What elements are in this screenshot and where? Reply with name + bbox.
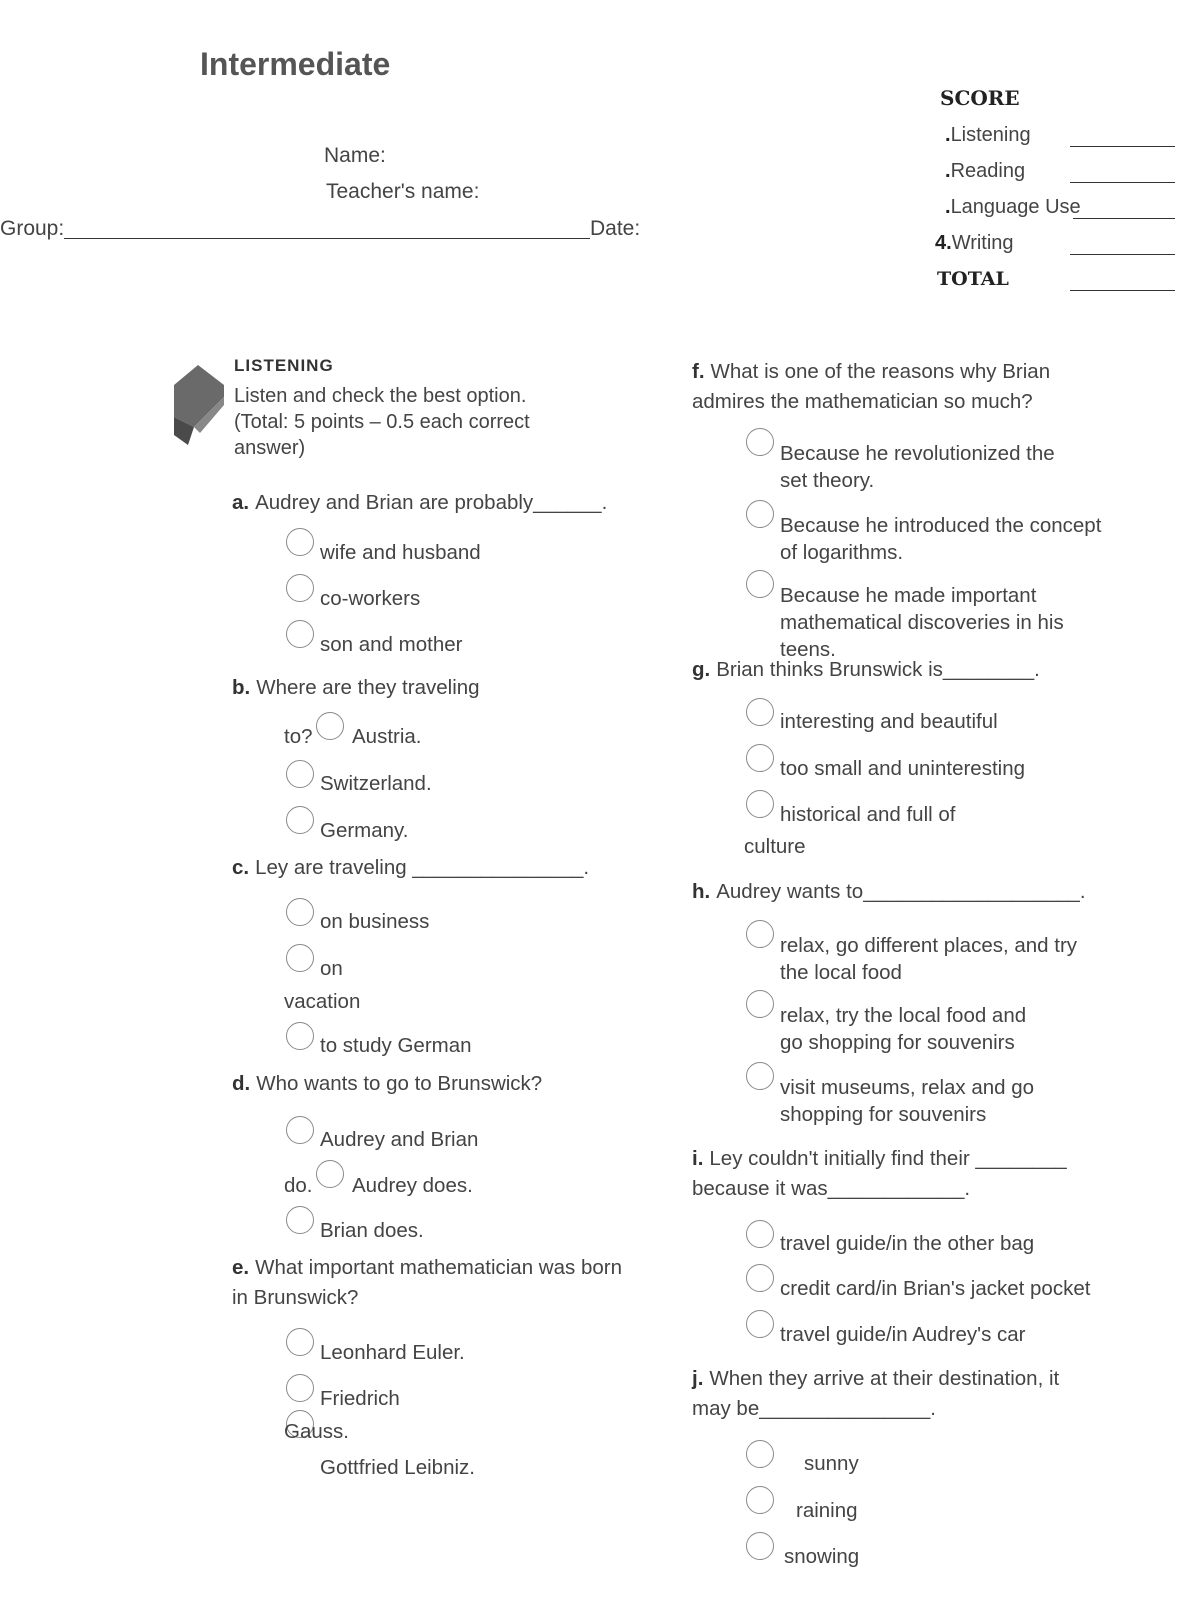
option-label: Germany. <box>320 819 409 842</box>
option-label: historical and full of <box>780 803 956 826</box>
radio-option[interactable] <box>286 760 314 788</box>
score-line <box>1070 146 1175 147</box>
radio-option[interactable] <box>746 1062 774 1090</box>
radio-option[interactable] <box>746 1264 774 1292</box>
option-label: Because he introduced the concept of logarithms. <box>780 514 1102 564</box>
radio-option[interactable] <box>746 1440 774 1468</box>
radio-option[interactable] <box>746 428 774 456</box>
score-item-listening: .Listening <box>945 124 1031 146</box>
option-label: Audrey and Brian <box>320 1128 479 1151</box>
question-e: e. What important mathematician was born in Brunswick? <box>232 1256 622 1309</box>
score-line <box>1070 182 1175 183</box>
radio-option[interactable] <box>286 944 314 972</box>
question-h: h. Audrey wants to___________________. <box>692 880 1086 903</box>
radio-option[interactable] <box>286 528 314 556</box>
question-c: c. Ley are traveling _______________. <box>232 856 590 879</box>
option-label: travel guide/in the other bag <box>780 1232 1035 1255</box>
option-label: on <box>320 957 343 980</box>
score-item-reading: .Reading <box>945 160 1026 182</box>
score-total: TOTAL <box>937 268 1009 290</box>
radio-option[interactable] <box>286 898 314 926</box>
option-label: travel guide/in Audrey's car <box>780 1323 1026 1346</box>
section-instruction: Listen and check the best option. (Total: 5 points – 0.5 each correct answer) <box>234 385 530 459</box>
question-b: b. Where are they traveling <box>232 676 480 699</box>
radio-option[interactable] <box>746 500 774 528</box>
radio-option[interactable] <box>746 790 774 818</box>
page-title: Intermediate <box>200 46 391 82</box>
radio-option[interactable] <box>746 698 774 726</box>
option-label: son and mother <box>320 633 463 656</box>
score-line <box>1073 218 1175 219</box>
listening-tab-icon <box>174 365 226 445</box>
option-label: Leonhard Euler. <box>320 1341 465 1364</box>
option-label-continuation: culture <box>744 835 806 858</box>
radio-option[interactable] <box>746 570 774 598</box>
radio-option[interactable] <box>316 712 344 740</box>
radio-option[interactable] <box>286 806 314 834</box>
option-label: Gottfried Leibniz. <box>320 1456 475 1479</box>
option-label: Because he made important mathematical discoveries in his teens. <box>780 584 1064 661</box>
score-line <box>1070 254 1175 255</box>
question-g: g. Brian thinks Brunswick is________. <box>692 658 1040 681</box>
option-label: Austria. <box>352 725 422 748</box>
option-label: Brian does. <box>320 1219 424 1242</box>
option-label: relax, go different places, and try the local food <box>780 934 1078 984</box>
radio-option[interactable] <box>746 1486 774 1514</box>
name-label: Name: <box>324 144 386 167</box>
radio-option[interactable] <box>746 1220 774 1248</box>
radio-option[interactable] <box>286 620 314 648</box>
option-label: on business <box>320 910 430 933</box>
option-label-continuation: vacation <box>284 990 361 1013</box>
option-label: interesting and beautiful <box>780 710 998 733</box>
group-line <box>64 238 590 239</box>
radio-option[interactable] <box>286 1116 314 1144</box>
score-item-language-use: .Language Use <box>945 196 1081 218</box>
option-label: visit museums, relax and go shopping for souvenirs <box>780 1076 1035 1126</box>
radio-option[interactable] <box>286 1374 314 1402</box>
option-label: Audrey does. <box>352 1174 473 1197</box>
question-b-continuation: to? <box>284 725 313 748</box>
score-line <box>1070 290 1175 291</box>
option-label: raining <box>796 1499 858 1522</box>
teacher-name-label: Teacher's name: <box>326 180 480 203</box>
option-label-continuation: do. <box>284 1174 313 1197</box>
option-label: too small and uninteresting <box>780 757 1026 780</box>
radio-option[interactable] <box>746 920 774 948</box>
option-label: to study German <box>320 1034 472 1057</box>
option-label: Switzerland. <box>320 772 432 795</box>
question-j: j. When they arrive at their destination, it may be_______________. <box>692 1367 1060 1420</box>
option-label: relax, try the local food and go shopping for souvenirs <box>780 1004 1027 1054</box>
radio-option[interactable] <box>286 1328 314 1356</box>
date-label: Date: <box>590 217 641 240</box>
question-i: i. Ley couldn't initially find their ________ because it was____________. <box>692 1147 1067 1200</box>
score-item-writing: 4.Writing <box>935 232 1014 254</box>
option-label-continuation: Gauss. <box>284 1420 349 1443</box>
option-label: wife and husband <box>320 541 481 564</box>
radio-option[interactable] <box>286 574 314 602</box>
score-title: SCORE <box>940 86 1020 110</box>
option-label: snowing <box>784 1545 860 1568</box>
radio-option[interactable] <box>746 1532 774 1560</box>
radio-option[interactable] <box>746 990 774 1018</box>
option-label: credit card/in Brian's jacket pocket <box>780 1277 1091 1300</box>
question-f: f. What is one of the reasons why Brian admires the mathematician so much? <box>692 360 1051 413</box>
radio-option[interactable] <box>286 1022 314 1050</box>
question-a: a. Audrey and Brian are probably______. <box>232 491 608 514</box>
option-label: Because he revolutionized the set theory. <box>780 442 1055 492</box>
radio-option[interactable] <box>746 1310 774 1338</box>
option-label: co-workers <box>320 587 421 610</box>
question-d: d. Who wants to go to Brunswick? <box>232 1072 543 1095</box>
radio-option[interactable] <box>316 1160 344 1188</box>
section-title: LISTENING <box>234 356 334 375</box>
option-label: sunny <box>804 1452 859 1475</box>
group-label: Group: <box>0 217 65 240</box>
radio-option[interactable] <box>746 744 774 772</box>
option-label: Friedrich <box>320 1387 400 1410</box>
radio-option[interactable] <box>286 1206 314 1234</box>
